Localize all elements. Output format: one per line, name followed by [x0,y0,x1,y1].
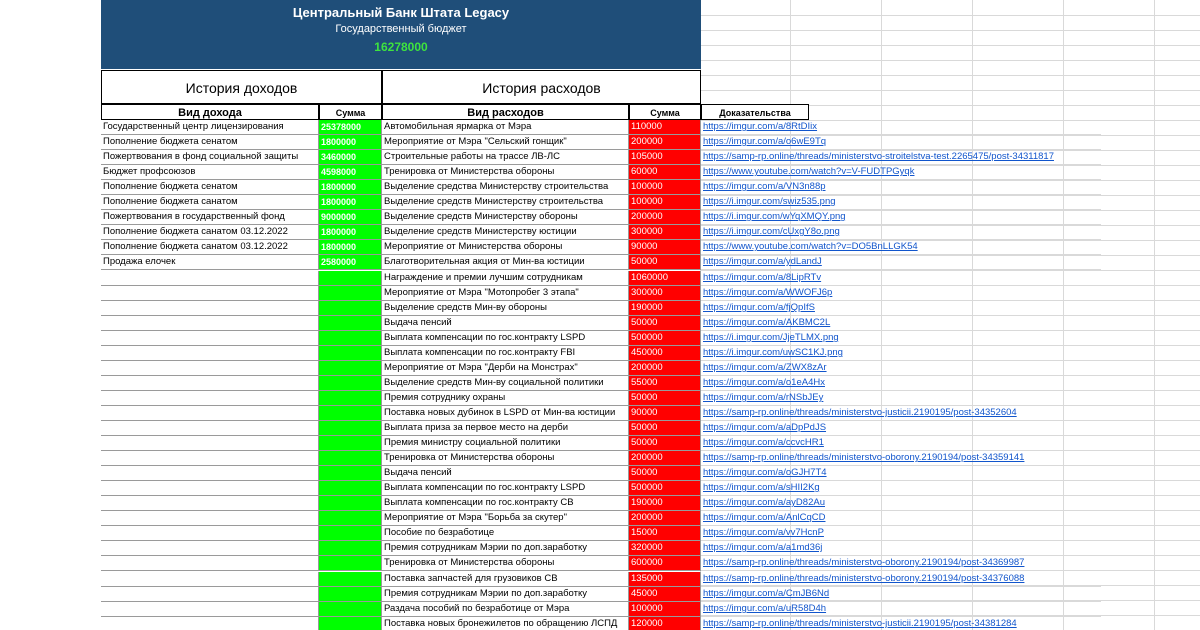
expense-sum-cell[interactable]: 1060000 [629,271,701,286]
proof-link[interactable]: https://imgur.com/a/AKBMC2L [701,316,1101,331]
income-type-cell[interactable]: Бюджет профсоюзов [101,165,319,180]
proof-link[interactable]: https://samp-rp.online/threads/ministerstvo-justicii.2190195/post-34352604 [701,406,1101,421]
income-sum-cell[interactable]: 1800000 [319,240,382,255]
proof-link[interactable]: https://imgur.com/a/uR58D4h [701,602,1101,617]
bank-banner [101,0,701,69]
expense-sum-cell[interactable]: 50000 [629,316,701,331]
proof-link[interactable]: https://samp-rp.online/threads/ministerstvo-oborony.2190194/post-34359141 [701,451,1101,466]
proof-link[interactable]: https://imgur.com/a/aDpPdJS [701,421,1101,436]
expense-sum-cell[interactable]: 200000 [629,210,701,225]
income-type-cell[interactable] [101,346,319,361]
bank-title: Центральный Банк Штата Legacy [292,5,510,20]
grid-row-line [700,60,1200,61]
expense-sum-cell[interactable]: 100000 [629,602,701,617]
expense-sum-cell[interactable]: 120000 [629,617,701,630]
expense-sum-cell[interactable]: 320000 [629,541,701,556]
income-type-cell[interactable] [101,301,319,316]
proof-link[interactable]: https://samp-rp.online/threads/ministerstvo-oborony.2190194/post-34369987 [701,556,1101,571]
expense-sum-cell[interactable]: 90000 [629,240,701,255]
income-sum-cell[interactable]: 9000000 [319,210,382,225]
income-type-cell[interactable] [101,421,319,436]
expense-sum-cell[interactable]: 50000 [629,391,701,406]
income-sum-cell[interactable] [319,421,382,436]
grid-row-line [700,75,1200,76]
income-sum-cell[interactable] [319,526,382,541]
income-type-cell[interactable]: Государственный центр лицензирования [101,120,319,135]
expense-sum-cell[interactable]: 500000 [629,331,701,346]
income-type-cell[interactable] [101,541,319,556]
income-sum-cell[interactable] [319,572,382,587]
expense-type-cell[interactable]: Строительные работы на трассе ЛВ-ЛС [382,150,629,165]
proof-link[interactable]: https://i.imgur.com/swiz535.png [701,195,1101,210]
proof-link[interactable]: https://imgur.com/a/o6wE9Tq [701,135,1101,150]
income-sum-cell[interactable] [319,316,382,331]
income-sum-cell[interactable] [319,346,382,361]
income-type-cell[interactable]: Пополнение бюджета сенатом [101,180,319,195]
proof-link[interactable]: https://www.youtube.com/watch?v=V-FUDTPGyqk [701,165,1101,180]
income-sum-cell[interactable] [319,496,382,511]
income-sum-cell[interactable]: 1800000 [319,225,382,240]
expense-type-cell[interactable]: Мероприятие от Мэра "Мотопробег 3 этапа" [382,286,629,301]
expense-sum-cell[interactable]: 105000 [629,150,701,165]
expense-sum-cell[interactable]: 200000 [629,135,701,150]
expense-type-cell[interactable]: Выплата приза за первое место на дерби [382,421,629,436]
proof-link[interactable]: https://imgur.com/a/WWOFJ6p [701,286,1101,301]
expense-sum-cell[interactable]: 50000 [629,421,701,436]
proof-link[interactable]: https://samp-rp.online/threads/ministerstvo-stroitelstva-test.2265475/post-34311817 [701,150,1101,165]
income-sum-cell[interactable] [319,617,382,630]
expense-type-cell[interactable]: Поставка новых бронежилетов по обращению ЛСПД [382,617,629,630]
income-sum-cell[interactable] [319,271,382,286]
expense-type-cell[interactable]: Тренировка от Министерства обороны [382,556,629,571]
expense-sum-cell[interactable]: 200000 [629,511,701,526]
expense-type-cell[interactable]: Выдача пенсий [382,316,629,331]
expense-sum-cell[interactable]: 300000 [629,286,701,301]
expense-type-cell[interactable]: Автомобильная ярмарка от Мэра [382,120,629,135]
expense-type-cell[interactable]: Выделение средств Мин-ву обороны [382,301,629,316]
expense-sum-cell[interactable]: 50000 [629,255,701,270]
income-type-cell[interactable]: Пожертвования в государственный фонд [101,210,319,225]
proof-link[interactable]: https://imgur.com/a/VN3n88p [701,180,1101,195]
expense-history-header: История расходов [382,70,701,104]
expense-type-cell[interactable]: Выплата компенсации по гос.контракту FBI [382,346,629,361]
expense-sum-cell[interactable]: 500000 [629,481,701,496]
income-type-cell[interactable] [101,602,319,617]
proof-link[interactable]: https://imgur.com/a/AnlCqCD [701,511,1101,526]
proof-link[interactable]: https://imgur.com/a/ccvcHR1 [701,436,1101,451]
income-type-cell[interactable] [101,361,319,376]
proof-link[interactable]: https://imgur.com/a/ayD82Au [701,496,1101,511]
income-sum-cell[interactable]: 1800000 [319,135,382,150]
income-history-header: История доходов [101,70,382,104]
expense-sum-cell[interactable]: 110000 [629,120,701,135]
income-type-cell[interactable] [101,556,319,571]
income-type-cell[interactable] [101,617,319,630]
expense-type-cell[interactable]: Тренировка от Министерства обороны [382,165,629,180]
income-type-cell[interactable]: Продажа елочек [101,255,319,270]
income-sum-cell[interactable]: 25378000 [319,120,382,135]
income-type-cell[interactable] [101,271,319,286]
income-type-cell[interactable] [101,391,319,406]
expense-sum-cell[interactable]: 15000 [629,526,701,541]
income-type-cell[interactable]: Пополнение бюджета санатом 03.12.2022 [101,225,319,240]
expense-type-cell[interactable]: Пособие по безработице [382,526,629,541]
expense-type-cell[interactable]: Премия министру социальной политики [382,436,629,451]
income-type-cell[interactable] [101,286,319,301]
income-type-cell[interactable] [101,451,319,466]
expense-type-cell[interactable]: Выдача пенсий [382,466,629,481]
grid-row-line [700,45,1200,46]
income-sum-cell[interactable] [319,391,382,406]
income-type-cell[interactable] [101,406,319,421]
income-type-cell[interactable] [101,496,319,511]
income-type-cell[interactable]: Пожертвования в фонд социальной защиты [101,150,319,165]
expense-sum-cell[interactable]: 450000 [629,346,701,361]
proof-link[interactable]: https://samp-rp.online/threads/ministerstvo-oborony.2190194/post-34376088 [701,572,1101,587]
expense-type-cell[interactable]: Премия сотрудникам Мэрии по доп.заработку [382,587,629,602]
proof-link[interactable]: https://i.imgur.com/uwSC1KJ.png [701,346,1101,361]
income-sum-cell[interactable] [319,587,382,602]
income-sum-cell[interactable] [319,481,382,496]
expense-type-cell[interactable]: Награждение и премии лучшим сотрудникам [382,271,629,286]
income-type-cell[interactable] [101,481,319,496]
income-sum-cell[interactable] [319,286,382,301]
income-sum-column-header: Сумма [319,104,382,120]
income-sum-cell[interactable]: 1800000 [319,195,382,210]
expense-type-cell[interactable]: Мероприятие от Мэра "Борьба за скутер" [382,511,629,526]
income-sum-cell[interactable] [319,466,382,481]
income-sum-cell[interactable] [319,301,382,316]
budget-total: 16278000 [374,40,428,54]
expense-type-cell[interactable]: Выплата компенсации по гос.контракту LSPD [382,481,629,496]
expense-sum-cell[interactable]: 190000 [629,496,701,511]
expense-sum-cell[interactable]: 55000 [629,376,701,391]
income-type-cell[interactable] [101,587,319,602]
income-sum-cell[interactable]: 2580000 [319,255,382,270]
income-sum-cell[interactable]: 3460000 [319,150,382,165]
expense-type-cell[interactable]: Выделение средств Министерству юстиции [382,225,629,240]
expense-type-cell[interactable]: Выделение средств Мин-ву социальной политики [382,376,629,391]
income-sum-cell[interactable]: 1800000 [319,180,382,195]
income-sum-cell[interactable] [319,436,382,451]
expense-type-cell[interactable]: Выделение средств Министерству обороны [382,210,629,225]
expense-type-cell[interactable]: Раздача пособий по безработице от Мэра [382,602,629,617]
income-sum-cell[interactable] [319,541,382,556]
proof-column-header: Доказательства [701,104,809,120]
income-type-cell[interactable] [101,511,319,526]
expense-type-cell[interactable]: Выплата компенсации по гос.контракту LSPD [382,331,629,346]
income-sum-cell[interactable] [319,511,382,526]
expense-type-cell[interactable]: Благотворительная акция от Мин-ва юстиции [382,255,629,270]
proof-link[interactable]: https://imgur.com/a/8RtDIix [701,120,1101,135]
income-type-cell[interactable] [101,316,319,331]
expense-type-cell[interactable]: Премия сотрудникам Мэрии по доп.заработку [382,541,629,556]
expense-sum-cell[interactable]: 90000 [629,406,701,421]
expense-sum-cell[interactable]: 600000 [629,556,701,571]
income-sum-cell[interactable] [319,361,382,376]
expense-type-cell[interactable]: Мероприятие от Мэра "Дерби на Монстрах" [382,361,629,376]
proof-link[interactable]: https://imgur.com/a/8LipRTv [701,271,1101,286]
expense-sum-cell[interactable]: 300000 [629,225,701,240]
expense-type-cell[interactable]: Премия сотруднику охраны [382,391,629,406]
proof-link[interactable]: https://imgur.com/a/CmJB6Nd [701,587,1101,602]
expense-type-cell[interactable]: Поставка запчастей для грузовиков CB [382,572,629,587]
expense-type-column-header: Вид расходов [382,104,629,120]
income-sum-cell[interactable] [319,406,382,421]
expense-sum-cell[interactable]: 60000 [629,165,701,180]
income-type-cell[interactable]: Пополнение бюджета сенатом [101,135,319,150]
proof-link[interactable]: https://imgur.com/a/fjQpIfS [701,301,1101,316]
grid-row-line [700,30,1200,31]
grid-row-line [700,15,1200,16]
expense-type-cell[interactable]: Выделение средств Министерству строительства [382,195,629,210]
income-type-cell[interactable] [101,466,319,481]
proof-link[interactable]: https://imgur.com/a/sHII2Kg [701,481,1101,496]
expense-type-cell[interactable]: Выплата компенсации по гос.контракту CB [382,496,629,511]
proof-link[interactable]: https://i.imgur.com/wYqXMQY.png [701,210,1101,225]
grid-row-line [700,90,1200,91]
income-type-cell[interactable]: Пополнение бюджета санатом [101,195,319,210]
income-type-cell[interactable] [101,331,319,346]
income-type-cell[interactable] [101,376,319,391]
proof-link[interactable]: https://i.imgur.com/JjeTLMX.png [701,331,1101,346]
proof-link[interactable]: https://imgur.com/a/oGJH7T4 [701,466,1101,481]
income-type-column-header: Вид дохода [101,104,319,120]
proof-link[interactable]: https://imgur.com/a/o1eA4Hx [701,376,1101,391]
income-type-cell[interactable] [101,436,319,451]
proof-link[interactable]: https://imgur.com/a/ZWX8zAr [701,361,1101,376]
income-type-cell[interactable] [101,572,319,587]
proof-link[interactable]: https://imgur.com/a/ydLandJ [701,255,1101,270]
expense-type-cell[interactable]: Выделение средства Министерству строительства [382,180,629,195]
expense-type-cell[interactable]: Тренировка от Министерства обороны [382,451,629,466]
expense-sum-cell[interactable]: 200000 [629,361,701,376]
proof-link[interactable]: https://imgur.com/a/a1md36j [701,541,1101,556]
expense-sum-cell[interactable]: 200000 [629,451,701,466]
proof-link[interactable]: https://samp-rp.online/threads/ministerstvo-justicii.2190195/post-34381284 [701,617,1101,630]
proof-link[interactable]: https://imgur.com/a/vv7HcnP [701,526,1101,541]
income-type-cell[interactable] [101,526,319,541]
expense-type-cell[interactable]: Мероприятие от Министерства обороны [382,240,629,255]
expense-sum-column-header: Сумма [629,104,701,120]
proof-link[interactable]: https://www.youtube.com/watch?v=DO5BnLLGK54 [701,240,1101,255]
expense-type-cell[interactable]: Поставка новых дубинок в LSPD от Мин-ва юстиции [382,406,629,421]
expense-sum-cell[interactable]: 190000 [629,301,701,316]
expense-sum-cell[interactable]: 45000 [629,587,701,602]
income-sum-cell[interactable] [319,331,382,346]
income-type-cell[interactable]: Пополнение бюджета санатом 03.12.2022 [101,240,319,255]
income-sum-cell[interactable] [319,451,382,466]
income-sum-cell[interactable] [319,556,382,571]
income-sum-cell[interactable] [319,602,382,617]
proof-link[interactable]: https://imgur.com/a/rNSbJEy [701,391,1101,406]
expense-sum-cell[interactable]: 100000 [629,180,701,195]
proof-link[interactable]: https://i.imgur.com/cUxgY8o.png [701,225,1101,240]
expense-sum-cell[interactable]: 100000 [629,195,701,210]
income-sum-cell[interactable] [319,376,382,391]
budget-label: Государственный бюджет [335,23,467,35]
income-sum-cell[interactable]: 4598000 [319,165,382,180]
expense-sum-cell[interactable]: 50000 [629,436,701,451]
expense-type-cell[interactable]: Мероприятие от Мэра "Сельский гонщик" [382,135,629,150]
expense-sum-cell[interactable]: 135000 [629,572,701,587]
expense-sum-cell[interactable]: 50000 [629,466,701,481]
